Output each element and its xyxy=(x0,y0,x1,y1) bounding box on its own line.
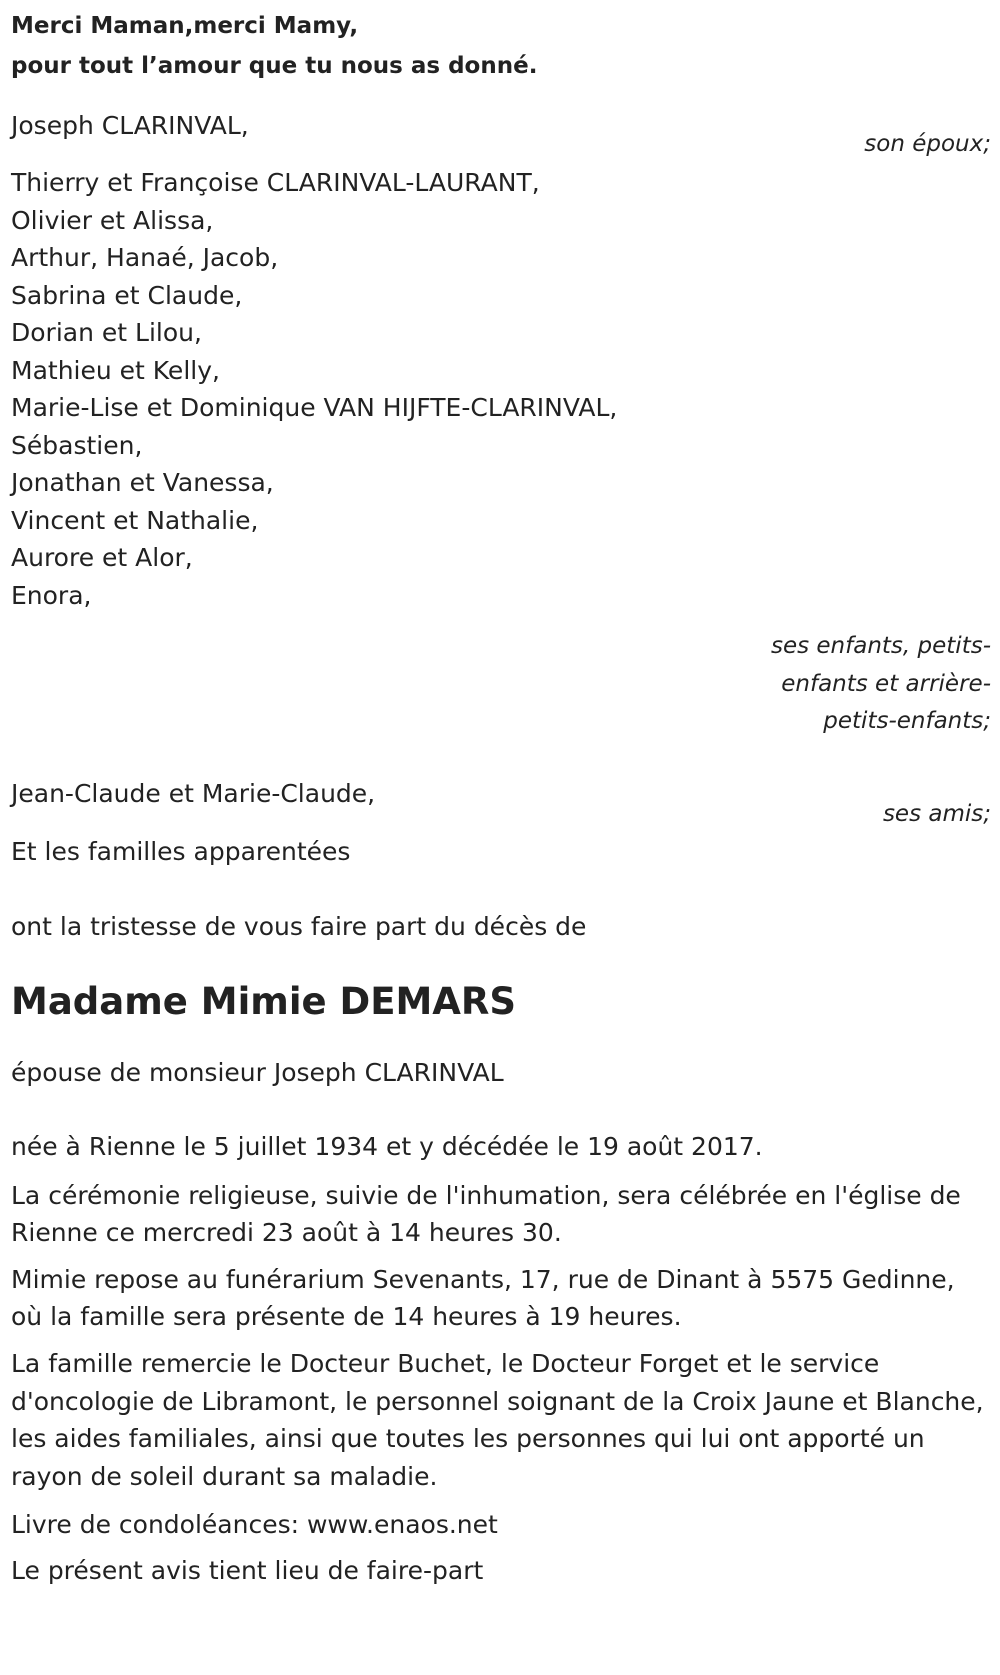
intro-line-1: Merci Maman,merci Mamy, xyxy=(11,13,359,39)
funeral-home-paragraph: Mimie repose au funérarium Sevenants, 17, rue de Dinant à 5575 Gedinne, où la famille sera présente de 14 heures à 19 heures. xyxy=(11,1265,955,1331)
spouse-name: Joseph CLARINVAL, xyxy=(11,111,249,140)
thanks-paragraph: La famille remercie le Docteur Buchet, le Docteur Forget et le service d'oncologie de Libramont, le personnel soignant de la Croix Jaune et Blanche, les aides familiales, ainsi que toutes les personnes qui lui ont apporté un rayon de soleil durant sa maladie. xyxy=(11,1349,984,1491)
child-line: Sabrina et Claude, xyxy=(11,280,243,310)
spouse-block xyxy=(11,106,991,164)
child-line: Dorian et Lilou, xyxy=(11,318,202,347)
friends-role: ses amis; xyxy=(882,801,991,827)
friends-names: Jean-Claude et Marie-Claude, xyxy=(11,779,376,808)
child-line: Jonathan et Vanessa, xyxy=(11,468,274,497)
spouse-role: son époux; xyxy=(864,131,991,157)
children-list xyxy=(11,164,991,614)
children-role-line: petits-enfants; xyxy=(823,708,991,734)
child-line: Thierry et Françoise CLARINVAL-LAURANT, xyxy=(11,168,540,197)
child-line: Aurore et Alor, xyxy=(11,543,193,572)
children-block xyxy=(11,164,991,774)
announcement-line: ont la tristesse de vous faire part du décès de xyxy=(11,912,587,941)
ceremony-paragraph: La cérémonie religieuse, suivie de l'inhumation, sera célébrée en l'église de Rienne ce mercredi 23 août à 14 heures 30. xyxy=(11,1181,961,1247)
child-line: Arthur, Hanaé, Jacob, xyxy=(11,243,279,272)
child-line: Olivier et Alissa, xyxy=(11,205,214,235)
child-line: Mathieu et Kelly, xyxy=(11,355,220,385)
child-line: Marie-Lise et Dominique VAN HIJFTE-CLARINVAL, xyxy=(11,393,618,422)
obituary-notice xyxy=(11,0,991,1591)
notice-line: Le présent avis tient lieu de faire-part xyxy=(11,1556,484,1585)
intro-dedication xyxy=(11,6,991,86)
children-role-line: enfants et arrière- xyxy=(781,670,991,697)
intro-line-2: pour tout l’amour que tu nous as donné. xyxy=(11,53,538,79)
condolences-line: Livre de condoléances: www.enaos.net xyxy=(11,1510,498,1539)
children-role-line: ses enfants, petits- xyxy=(770,633,991,659)
child-line: Sébastien, xyxy=(11,430,143,460)
deceased-name: Madame Mimie DEMARS xyxy=(11,980,517,1023)
friends-block xyxy=(11,774,991,832)
child-line: Vincent et Nathalie, xyxy=(11,505,259,535)
child-line: Enora, xyxy=(11,580,92,610)
families-line: Et les familles apparentées xyxy=(11,837,351,866)
children-role xyxy=(11,628,991,741)
birth-death-paragraph: née à Rienne le 5 juillet 1934 et y décédée le 19 août 2017. xyxy=(11,1132,763,1161)
deceased-spouse-of: épouse de monsieur Joseph CLARINVAL xyxy=(11,1058,504,1087)
